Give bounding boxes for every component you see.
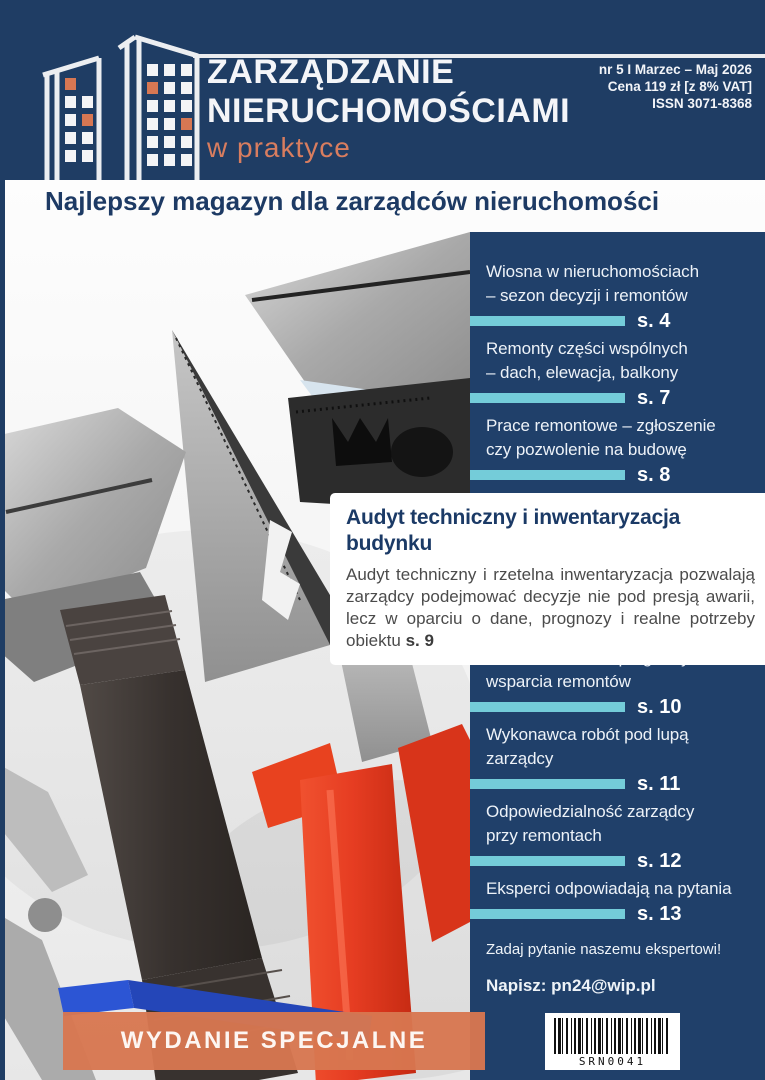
page-number: s. 13: [637, 902, 682, 925]
toc-item[interactable]: [486, 877, 757, 923]
page-accent-bar: [470, 702, 625, 712]
expert-contact: [486, 940, 757, 996]
toc-title-line: Wykonawca robót pod lupą: [486, 725, 689, 744]
page-number: s. 11: [637, 772, 681, 795]
toc-title-line: czy pozwolenie na budowę: [486, 440, 687, 459]
issue-issn: ISSN 3071-8368: [652, 96, 752, 111]
toc-item[interactable]: [486, 414, 757, 484]
page-accent-bar: [470, 316, 625, 326]
page-number: s. 7: [637, 386, 671, 409]
feature-article[interactable]: [330, 493, 765, 665]
toc-title-line: – sezon decyzji i remontów: [486, 286, 688, 305]
title-line-2: NIERUCHOMOŚCIAMI: [207, 92, 571, 130]
toc-item[interactable]: [486, 723, 757, 793]
barcode-text: SRN0041: [578, 1055, 647, 1068]
toc-title-line: zarządcy: [486, 749, 554, 768]
toc-title-line: – dach, elewacja, balkony: [486, 363, 679, 382]
left-edge-strip: [0, 0, 5, 1080]
toc-title-line: Prace remontowe – zgłoszenie: [486, 416, 716, 435]
tagline: Najlepszy magazyn dla zarządców nieruchomości: [45, 186, 660, 216]
issue-number: nr 5 I Marzec – Maj 2026: [598, 62, 752, 77]
publisher-buildings-logo-icon: [35, 16, 235, 180]
toc-title-line: Wiosna w nieruchomościach: [486, 262, 699, 281]
toc-title-line: przy remontach: [486, 826, 602, 845]
page-accent-bar: [470, 909, 625, 919]
toc-title-line: Odpowiedzialność zarządcy: [486, 802, 695, 821]
title-line-1: ZARZĄDZANIE: [207, 53, 455, 91]
toc-item[interactable]: [486, 260, 757, 330]
issue-price: Cena 119 zł [z 8% VAT]: [607, 79, 752, 94]
toc-title-line: Remonty części wspólnych: [486, 339, 688, 358]
issue-info: [599, 61, 752, 112]
toc-title-line: wsparcia remontów: [486, 672, 631, 691]
toc-group-bottom: [486, 646, 757, 930]
feature-title: Audyt techniczny i inwentaryzacja budynku: [346, 506, 681, 555]
special-edition-banner[interactable]: [63, 1012, 485, 1070]
feature-page-number: s. 9: [405, 631, 434, 650]
barcode-bars: [554, 1018, 671, 1054]
barcode: [545, 1013, 680, 1070]
contact-email[interactable]: Napisz: pn24@wip.pl: [486, 976, 656, 995]
feature-body: Audyt techniczny i rzetelna inwentaryzacja pozwalają zarządcy podejmować decyzje nie pod presją awarii, lecz w oparciu o dane, prognozy i realne potrzeby obiektu s. 9: [346, 565, 755, 650]
contact-invitation: Zadaj pytanie naszemu ekspertowi!: [486, 941, 722, 958]
special-edition-label: WYDANIE SPECJALNE: [120, 1027, 428, 1054]
page-number: s. 12: [637, 849, 682, 872]
toc-title-line: Eksperci odpowiadają na pytania: [486, 879, 732, 898]
page-number: s. 8: [637, 463, 671, 486]
magazine-title: [207, 53, 570, 163]
page-number: s. 4: [637, 309, 671, 332]
masthead-header: [0, 0, 765, 180]
toc-group-top: [486, 260, 757, 491]
page-accent-bar: [470, 779, 625, 789]
toc-item[interactable]: [486, 800, 757, 870]
page-accent-bar: [470, 393, 625, 403]
page-accent-bar: [470, 856, 625, 866]
title-subtitle: w praktyce: [207, 132, 351, 163]
toc-item[interactable]: [486, 337, 757, 407]
page-number: s. 10: [637, 695, 682, 718]
page-accent-bar: [470, 470, 625, 480]
